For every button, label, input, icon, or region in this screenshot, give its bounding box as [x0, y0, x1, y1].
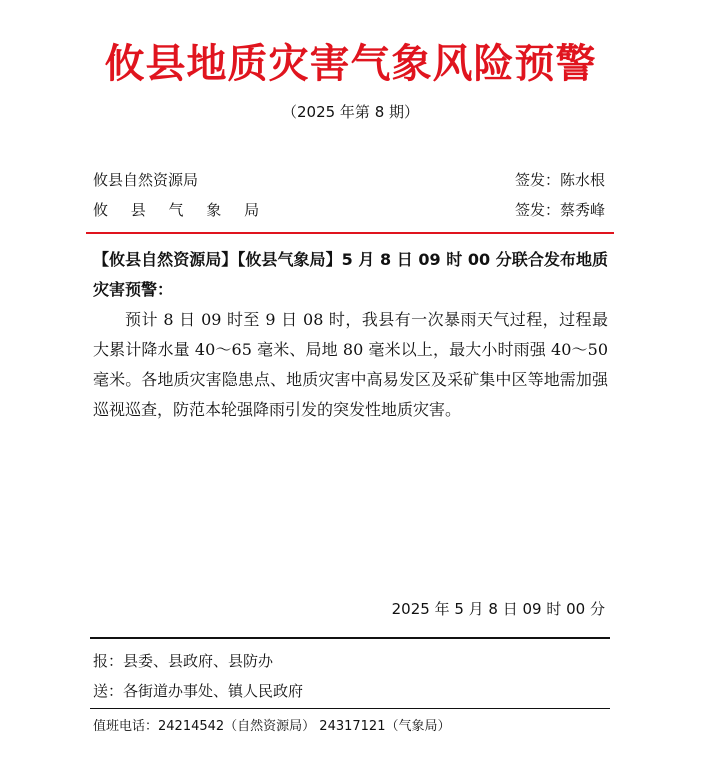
issuer-agency: 攸 县 气 象 局 — [93, 201, 269, 219]
issuer-agency: 攸县自然资源局 — [93, 171, 199, 189]
duty-phone: 值班电话：24214542（自然资源局） 24317121（气象局） — [93, 719, 451, 734]
red-divider — [86, 232, 614, 234]
warning-lead: 【攸县自然资源局】【攸县气象局】5 月 8 日 09 时 00 分联合发布地质灾害预警： — [93, 250, 608, 299]
footer-divider-bottom — [90, 708, 610, 709]
issue-number: （2025 年第 8 期） — [281, 103, 420, 121]
issuer-row-natural-resources — [93, 169, 605, 191]
issuer-signer: 签发：陈水根 — [514, 171, 605, 189]
footer-divider-top — [90, 637, 610, 639]
warning-body — [93, 245, 608, 425]
document-title: 攸县地质灾害气象风险预警 — [104, 40, 597, 87]
warning-paragraph: 预计 8 日 09 时至 9 日 08 时，我县有一次暴雨天气过程，过程最大累计降水量 40～65 毫米、局地 80 毫米以上，最大小时雨强 40～50 毫米。各地质灾害隐患点、地质灾害中高易发区及采矿集中区等地需加强巡视巡查，防范本轮强降雨引发的突发性地质灾害。 — [93, 310, 608, 419]
issuer-signer: 签发：蔡秀峰 — [514, 201, 605, 219]
report-to: 报：县委、县政府、县防办 — [93, 652, 274, 670]
issue-date: 2025 年 5 月 8 日 09 时 00 分 — [391, 600, 605, 618]
issuer-row-meteorology — [93, 199, 605, 221]
send-to: 送：各街道办事处、镇人民政府 — [93, 682, 304, 700]
